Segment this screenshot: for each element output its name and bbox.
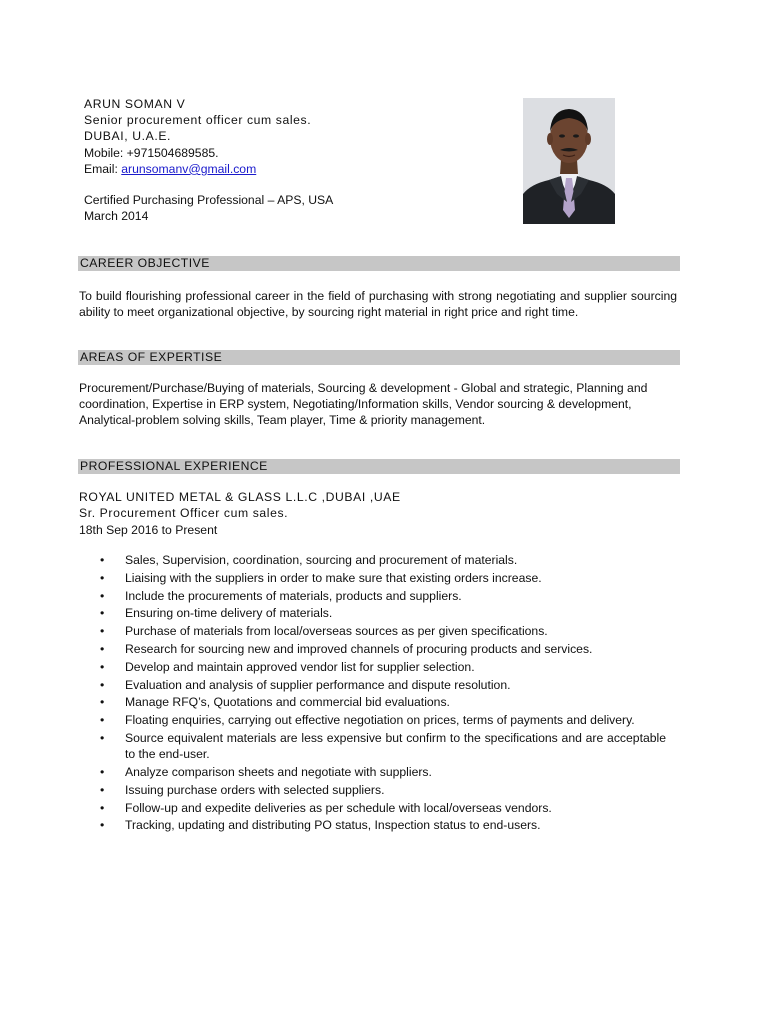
bullet: • — [100, 800, 105, 815]
profile-photo — [523, 98, 615, 224]
duty-text: Tracking, updating and distributing PO status, Inspection status to end-users. — [125, 818, 541, 833]
duty-text: Source equivalent materials are less expensive but confirm to the specifications and are acceptable to the end-user. — [125, 730, 666, 762]
bullet: • — [100, 553, 105, 567]
list-item — [100, 817, 666, 833]
list-item — [100, 659, 666, 675]
duties-list — [100, 552, 666, 835]
mobile-number: Mobile: +971504689585. — [84, 145, 219, 160]
bullet: • — [100, 641, 105, 656]
contact-header — [84, 96, 524, 224]
bullet: • — [100, 764, 105, 779]
bullet: • — [100, 677, 105, 692]
list-item — [100, 641, 666, 657]
email-link[interactable]: arunsomanv@gmail.com — [121, 161, 257, 176]
location: DUBAI, U.A.E. — [84, 129, 172, 144]
list-item — [100, 677, 666, 693]
job-entry — [79, 489, 401, 538]
bullet: • — [100, 782, 105, 797]
duty-text: Analyze comparison sheets and negotiate with suppliers. — [125, 764, 432, 779]
section-heading-professional-experience: PROFESSIONAL EXPERIENCE — [78, 459, 680, 474]
list-item — [100, 730, 666, 762]
section-heading-areas-of-expertise: AREAS OF EXPERTISE — [78, 350, 680, 365]
job-role: Sr. Procurement Officer cum sales. — [79, 506, 289, 521]
job-period: 18th Sep 2016 to Present — [79, 522, 218, 537]
bullet: • — [100, 606, 105, 621]
list-item — [100, 605, 666, 621]
bullet: • — [100, 659, 105, 674]
email-line — [84, 161, 524, 177]
certification-date: March 2014 — [84, 209, 149, 224]
bullet: • — [100, 713, 105, 728]
email-label: Email: — [84, 161, 122, 176]
duty-text: Include the procurements of materials, products and suppliers. — [125, 588, 462, 603]
bullet: • — [100, 588, 105, 603]
list-item — [100, 800, 666, 816]
career-objective-text: To build flourishing professional career in the field of purchasing with strong negotiating and supplier sourcing ability to meet organizational objective, by sourcing right material in right price and right time. — [79, 289, 677, 320]
bullet: • — [100, 624, 105, 639]
list-item — [100, 782, 666, 798]
duty-text: Ensuring on-time delivery of materials. — [125, 606, 333, 621]
duty-text: Purchase of materials from local/overseas sources as per given specifications. — [125, 624, 548, 639]
company-name: ROYAL UNITED METAL & GLASS L.L.C ,DUBAI ,UAE — [79, 490, 401, 504]
areas-of-expertise-text: Procurement/Purchase/Buying of materials, Sourcing & development - Global and strategic, Planning and coordination, Expertise in ERP system, Negotiating/Information skills, Vendor sourcing & development, Analytical-problem solving skills, Team player, Time & priority management. — [79, 381, 648, 428]
duty-text: Liaising with the suppliers in order to make sure that existing orders increase. — [125, 570, 542, 585]
list-item — [100, 552, 666, 568]
duty-text: Manage RFQ’s, Quotations and commercial bid evaluations. — [125, 695, 450, 710]
list-item — [100, 712, 666, 728]
duty-text: Sales, Supervision, coordination, sourcing and procurement of materials. — [125, 553, 518, 567]
bullet: • — [100, 818, 105, 833]
portrait-image — [523, 98, 615, 224]
section-heading-career-objective: CAREER OBJECTIVE — [78, 256, 680, 271]
list-item — [100, 764, 666, 780]
list-item — [100, 570, 666, 586]
duty-text: Evaluation and analysis of supplier performance and dispute resolution. — [125, 677, 511, 692]
duty-text: Follow-up and expedite deliveries as per schedule with local/overseas vendors. — [125, 800, 552, 815]
duty-text: Floating enquiries, carrying out effective negotiation on prices, terms of payments and delivery. — [125, 713, 635, 728]
duty-text: Develop and maintain approved vendor list for supplier selection. — [125, 659, 475, 674]
job-title: Senior procurement officer cum sales. — [84, 113, 312, 128]
list-item — [100, 588, 666, 604]
duty-text: Research for sourcing new and improved channels of procuring products and services. — [125, 641, 593, 656]
bullet: • — [100, 730, 105, 745]
bullet: • — [100, 570, 105, 585]
duty-text: Issuing purchase orders with selected suppliers. — [125, 782, 385, 797]
bullet: • — [100, 695, 105, 710]
candidate-name: ARUN SOMAN V — [84, 97, 186, 111]
list-item — [100, 623, 666, 639]
certification: Certified Purchasing Professional – APS, USA — [84, 193, 334, 208]
list-item — [100, 694, 666, 710]
